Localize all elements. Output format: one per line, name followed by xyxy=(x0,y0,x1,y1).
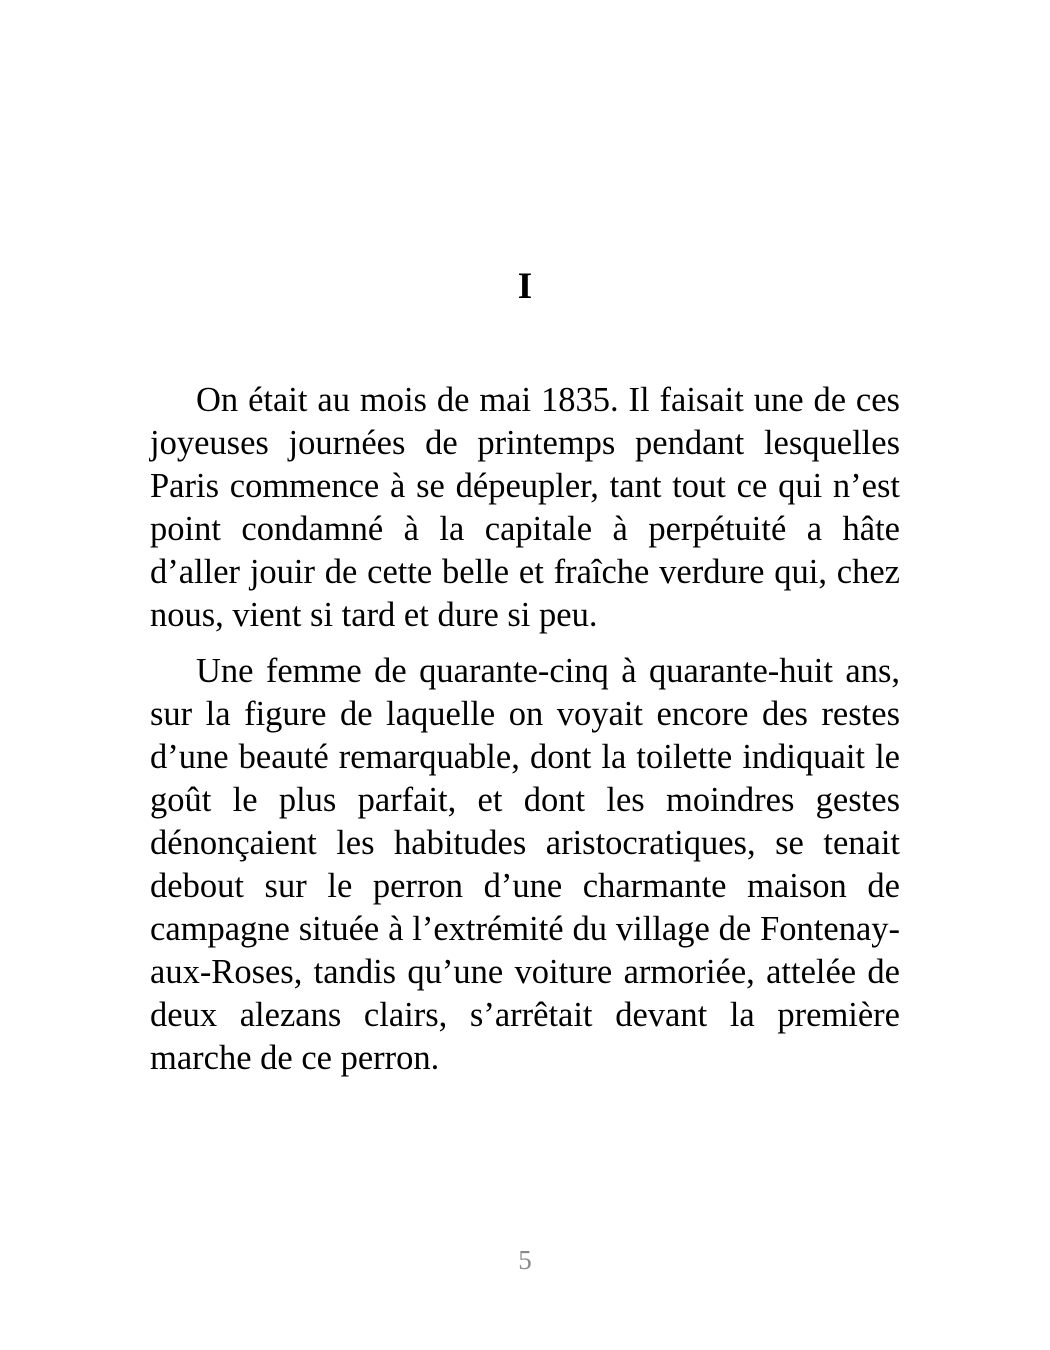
chapter-body xyxy=(150,379,900,1093)
chapter-title: I xyxy=(517,266,533,307)
paragraph-2: Une femme de quarante-cinq à quarante-huit ans, sur la figure de laquelle on voyait encore des restes d’une beauté remarquable, dont la toilette indiquait le goût le plus parfait, et dont les moindres gestes dénonçaient les habitudes aristocratiques, se tenait debout sur le perron d’une charmante maison de campagne située à l’extrémité du village de Fontenay-aux-Roses, tandis qu’une voiture armoriée, attelée de deux alezans clairs, s’arrêtait devant la première marche de ce perron. xyxy=(150,652,900,1077)
page-number: 5 xyxy=(518,1245,532,1275)
paragraph-1: On était au mois de mai 1835. Il faisait une de ces joyeuses journées de printemps pendant lesquelles Paris commence à se dépeupler, tant tout ce qui n’est point condamné à la capitale à perpétuité a hâte d’aller jouir de cette belle et fraîche verdure qui, chez nous, vient si tard et dure si peu. xyxy=(150,381,900,634)
